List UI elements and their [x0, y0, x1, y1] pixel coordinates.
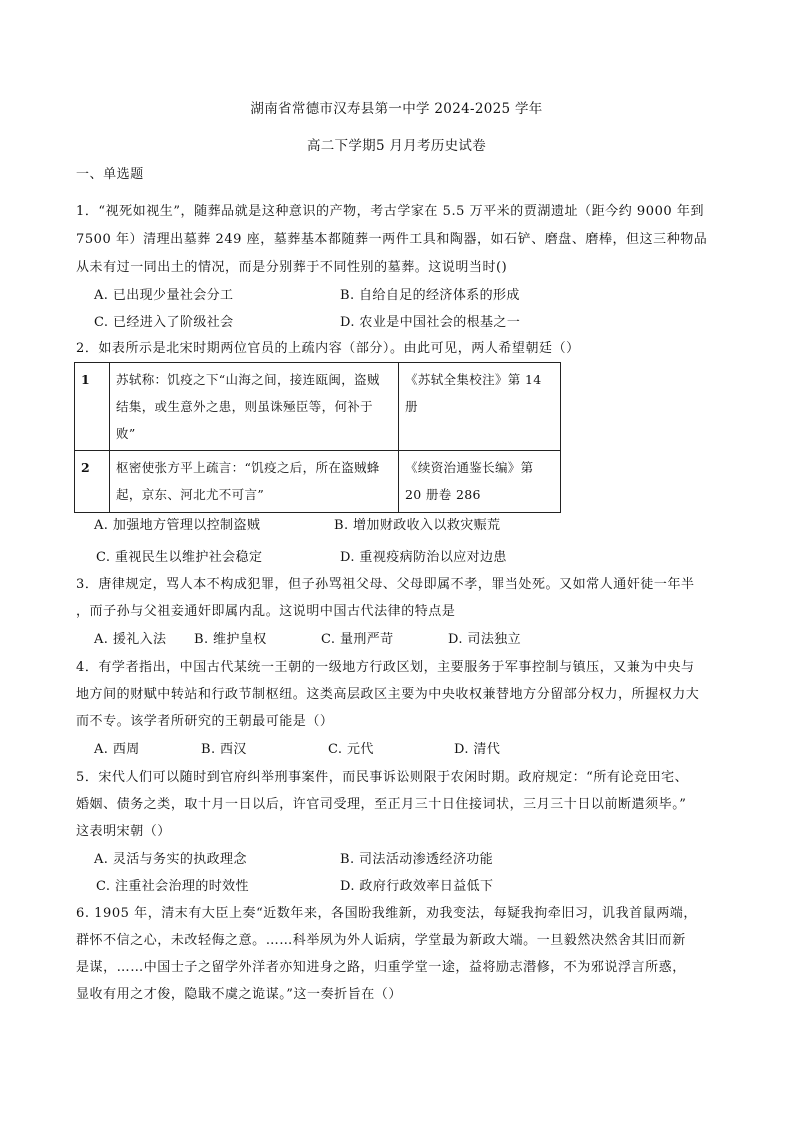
q4-stem-line-1: 4．有学者指出，中国古代某统一王朝的一级地方行政区划，主要服务于军事控制与镇压，又兼为中央与: [76, 660, 695, 675]
q4-stem-line-2: 地方间的财赋中转站和行政节制枢纽。这类高层政区主要为中央收权兼替地方分留部分权力，所握权力大: [76, 687, 700, 702]
q2-option-d[interactable]: D. 重视疫病防治以应对边患: [340, 550, 507, 565]
q2-table-text: 苏轼称：饥疫之下“山海之间，接连瓯闽，盗贼结集，或生意外之患，则虽诛殛臣等，何补于败”: [110, 363, 399, 451]
q1-option-d[interactable]: D. 农业是中国社会的根基之一: [340, 315, 521, 330]
q5-option-c[interactable]: C. 注重社会治理的时效性: [96, 879, 249, 894]
q1-stem-line-3: 从未有过一同出土的情况，而是分别葬于不同性别的墓葬。这说明当时(): [76, 260, 508, 275]
q4-option-a[interactable]: A. 西周: [94, 742, 140, 757]
q2-table-source: 《续资治通鉴长编》第 20 册卷 286: [399, 451, 561, 513]
section-heading: 一、单选题: [76, 167, 144, 182]
q6-stem-line-1: 6. 1905 年，清末有大臣上奏“近数年来，各国盼我维新，劝我变法，每疑我拘牵旧习，讥我首鼠两端，: [76, 906, 697, 921]
q2-option-b[interactable]: B. 增加财政收入以救灾赈荒: [334, 518, 501, 533]
q6-stem-line-2: 群怀不信之心，未改轻侮之意。……科举夙为外人诟病，学堂最为新政大端。一旦毅然决然舍其旧而新: [76, 933, 686, 948]
q3-option-b[interactable]: B. 维护皇权: [194, 632, 267, 647]
q4-stem-line-3: 而不专。该学者所研究的王朝最可能是（）: [76, 714, 334, 729]
q5-stem-line-3: 这表明宋朝（）: [76, 824, 171, 839]
q2-option-c[interactable]: C. 重视民生以维护社会稳定: [96, 550, 263, 565]
q1-option-c[interactable]: C. 已经进入了阶级社会: [94, 315, 234, 330]
q4-option-b[interactable]: B. 西汉: [201, 742, 247, 757]
q4-option-c[interactable]: C. 元代: [328, 742, 374, 757]
table-row: [75, 363, 561, 451]
q5-option-b[interactable]: B. 司法活动渗透经济功能: [340, 852, 494, 867]
q2-table-num: 1: [75, 363, 110, 451]
q5-option-a[interactable]: A. 灵活与务实的执政理念: [94, 852, 247, 867]
q2-table-source: 《苏轼全集校注》第 14 册: [399, 363, 561, 451]
q2-stem: 2．如表所示是北宋时期两位官员的上疏内容（部分）。由此可见，两人希望朝廷（）: [76, 341, 580, 356]
q4-option-d[interactable]: D. 清代: [454, 742, 501, 757]
q1-stem-line-1: 1．“视死如视生”，随葬品就是这种意识的产物，考古学家在 5.5 万平米的贾湖遗址（距今约 9000 年到: [76, 204, 705, 219]
document-subtitle: 高二下学期5 月月考历史试卷: [306, 138, 487, 154]
q3-option-c[interactable]: C. 量刑严苛: [321, 632, 394, 647]
document-title: 湖南省常德市汉寿县第一中学 2024-2025 学年: [250, 101, 543, 117]
q3-stem-line-2: ，而子孙与父祖妾通奸即属内乱。这说明中国古代法律的特点是: [76, 604, 456, 619]
q5-stem-line-1: 5．宋代人们可以随时到官府纠举刑事案件，而民事诉讼则限于农闲时期。政府规定：“所有论竞田宅、: [76, 770, 689, 785]
q2-table-text: 枢密使张方平上疏言：“饥疫之后，所在盗贼蜂起，京东、河北尤不可言”: [110, 451, 399, 513]
q5-option-d[interactable]: D. 政府行政效率日益低下: [340, 879, 494, 894]
q6-stem-line-4: 显收有用之才俊，隐戢不虞之诡谋。”这一奏折旨在（）: [76, 987, 402, 1002]
q3-option-d[interactable]: D. 司法独立: [448, 632, 522, 647]
q1-option-a[interactable]: A. 已出现少量社会分工: [94, 288, 234, 303]
q3-option-a[interactable]: A. 援礼入法: [94, 632, 167, 647]
q5-stem-line-2: 婚姻、债务之类，取十月一日以后，许官司受理，至正月三十日住接词状，三月三十日以前断遣须毕。”: [76, 797, 687, 812]
q2-option-a[interactable]: A. 加强地方管理以控制盗贼: [94, 518, 261, 533]
q2-table: [74, 362, 561, 513]
q6-stem-line-3: 是谋，……中国士子之留学外洋者亦知进身之路，归重学堂一途，益将励志潜修，不为邪说浮言所惑，: [76, 960, 686, 975]
table-row: [75, 451, 561, 513]
q2-table-num: 2: [75, 451, 110, 513]
q3-stem-line-1: 3．唐律规定，骂人本不构成犯罪，但子孙骂祖父母、父母即属不孝，罪当处死。又如常人通奸徒一年半: [76, 577, 695, 592]
q1-option-b[interactable]: B. 自给自足的经济体系的形成: [340, 288, 520, 303]
q1-stem-line-2: 7500 年）清理出墓葬 249 座，墓葬基本都随葬一两件工具和陶器，如石铲、磨盘、磨棒，但这三种物品: [76, 232, 708, 247]
